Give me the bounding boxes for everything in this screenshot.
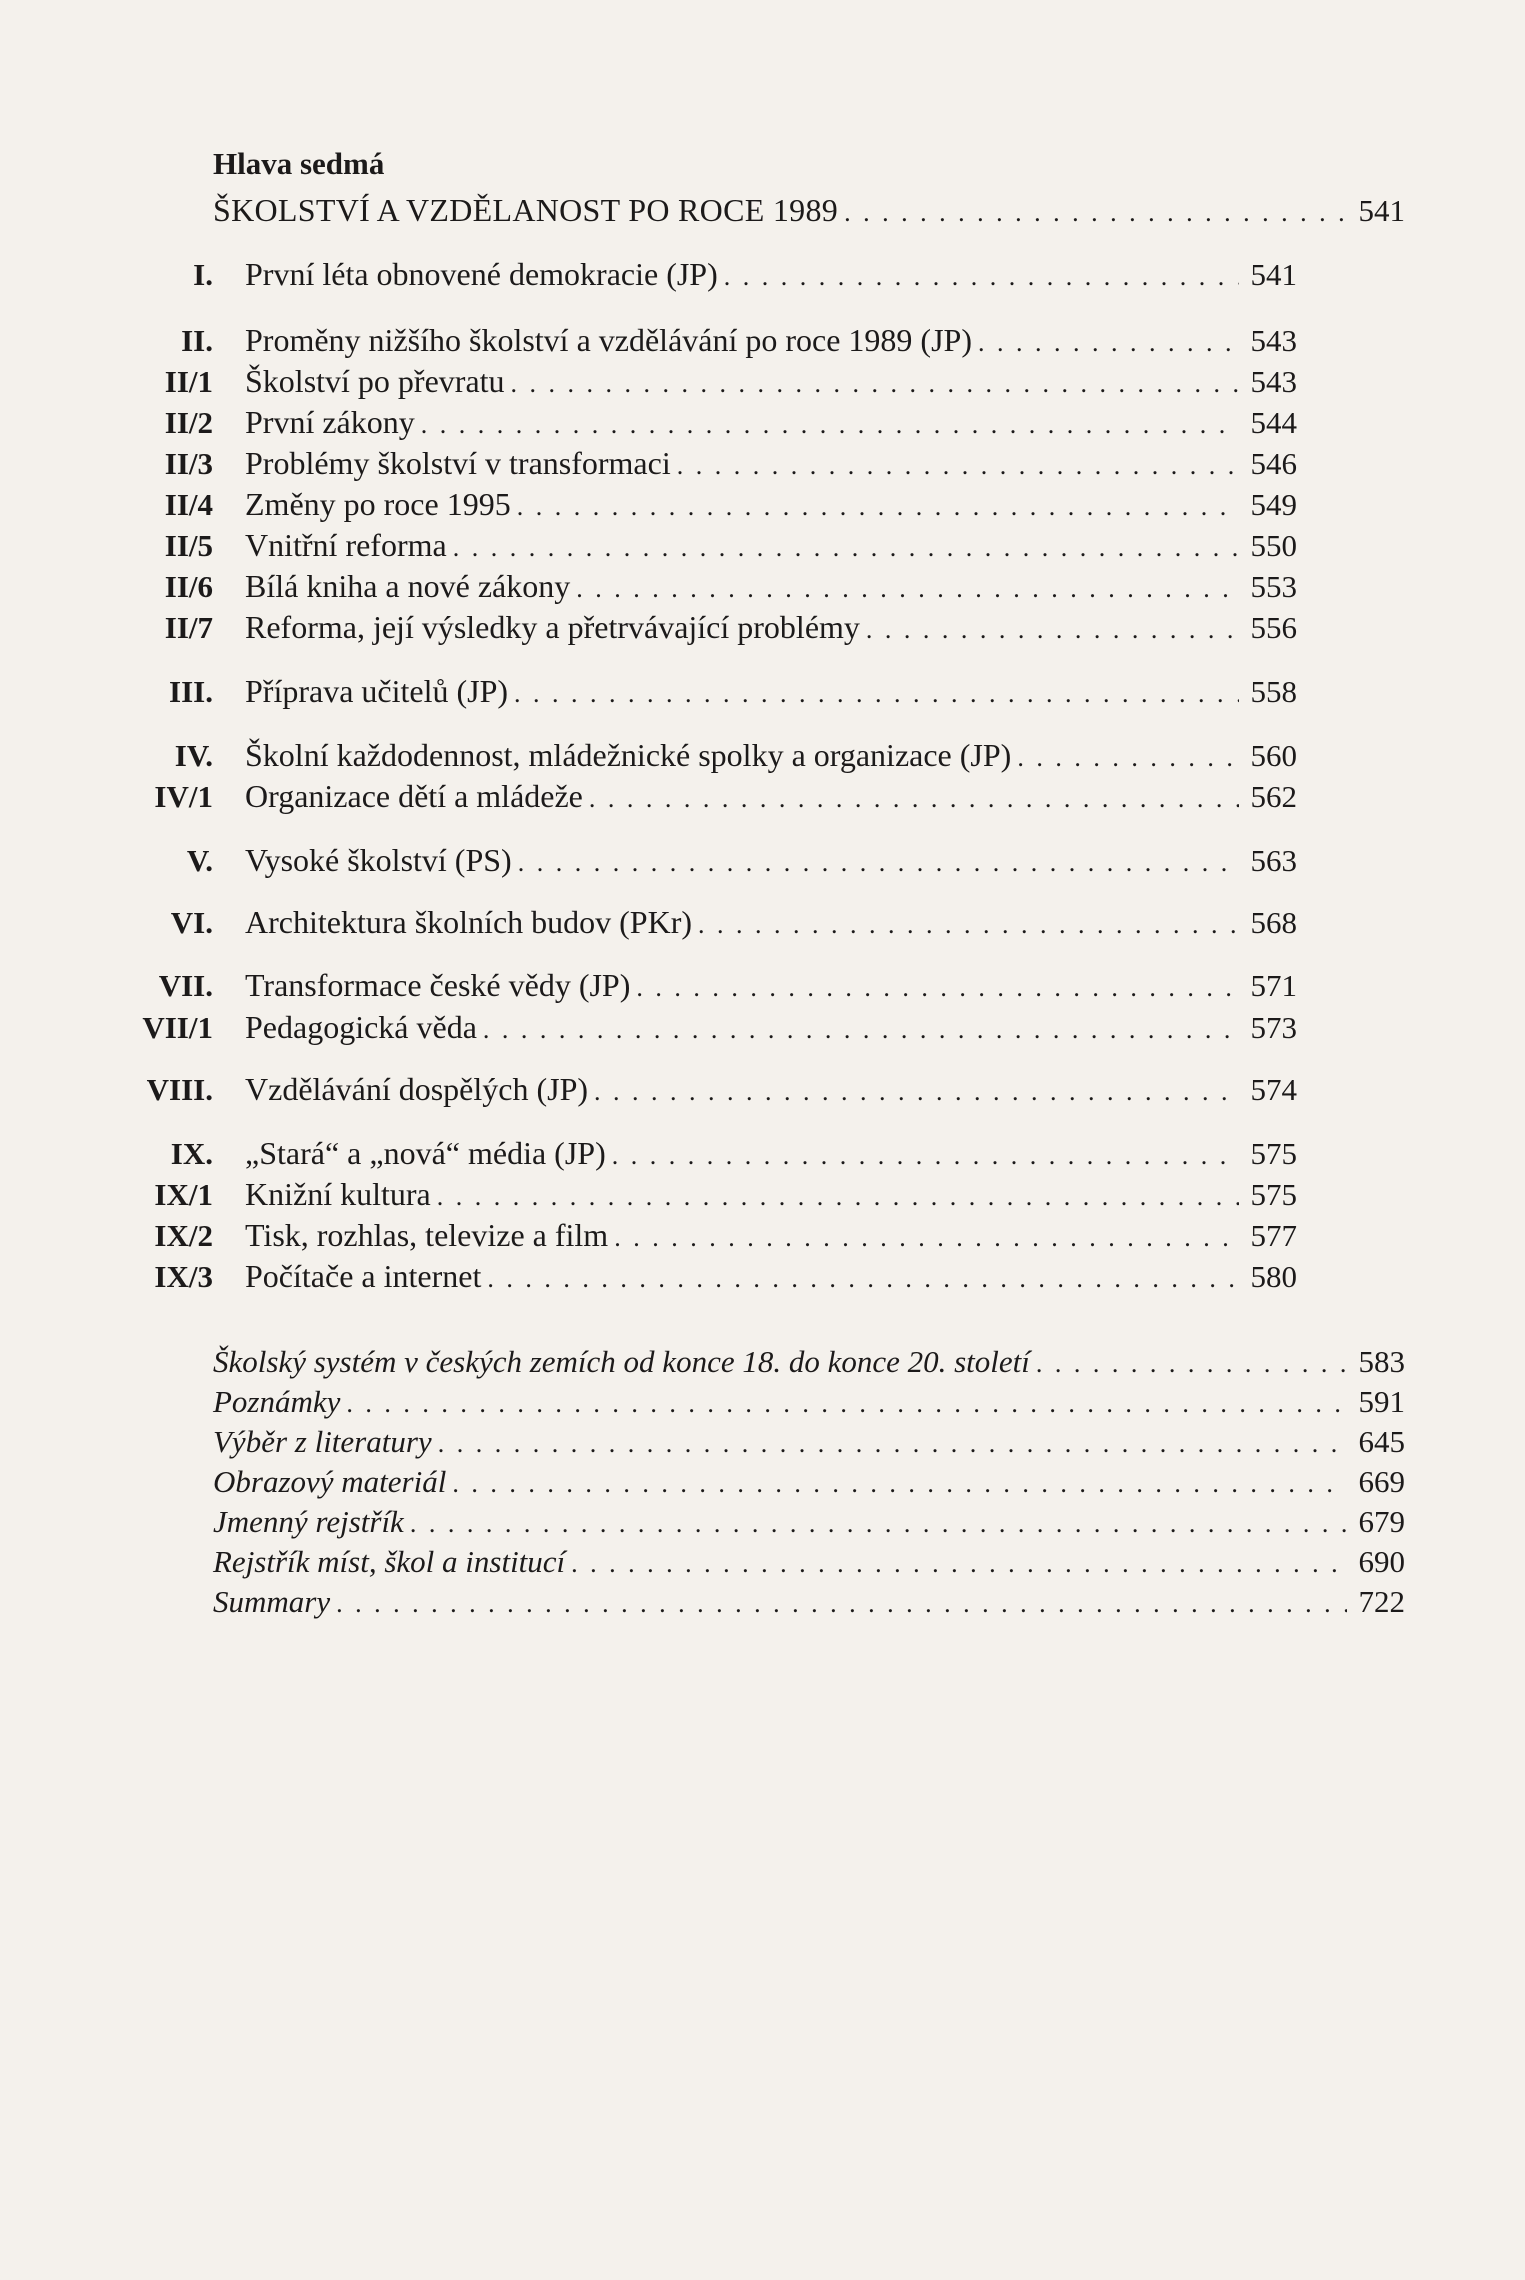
toc-entry-page: 568 [1250,905,1297,940]
dot-leader [483,1010,1239,1050]
toc-entry-number: II/5 [164,528,213,563]
toc-entry [105,671,1297,711]
toc-entry-page: 549 [1250,487,1297,522]
dot-leader [866,610,1239,650]
toc-entry-number: IX. [170,1136,213,1171]
toc-entry-number: II/1 [164,364,213,399]
toc-entry-page: 574 [1250,1072,1297,1107]
toc-entry-page: 562 [1250,779,1297,814]
toc-entry-page: 580 [1250,1259,1297,1294]
toc-entry-number: V. [186,843,213,878]
dot-leader [1036,1344,1347,1384]
toc-entry [105,1256,1297,1296]
toc-entry-title: Tisk, rozhlas, televize a film [245,1217,609,1253]
dot-leader [576,569,1239,609]
toc-entry-title: Poznámky [213,1384,341,1419]
toc-main-entry [213,190,1405,230]
toc-entry-title: ŠKOLSTVÍ A VZDĚLANOST PO ROCE 1989 [213,192,839,228]
dot-leader [844,193,1347,233]
toc-entry-title: První léta obnovené demokracie (JP) [245,256,718,292]
toc-entry-title: Proměny nižšího školství a vzdělávání po roce 1989 (JP) [245,322,972,358]
toc-entry [105,840,1297,880]
toc-entry-title: Počítače a internet [245,1258,482,1294]
toc-entry-number: I. [193,257,213,292]
toc-entry [105,320,1297,360]
toc-entry-page: 563 [1250,843,1297,878]
toc-entry-title: Pedagogická věda [245,1009,477,1045]
toc-entry-page: 546 [1250,446,1297,481]
toc-entry-page: 645 [1358,1424,1405,1459]
toc-entry [105,735,1297,775]
toc-entry-number: IV. [174,738,213,773]
toc-entry [105,361,1297,401]
toc-entry-number: II/6 [164,569,213,604]
dot-leader [437,1177,1239,1217]
toc-entry-title: Obrazový materiál [213,1464,447,1499]
toc-entry-page: 591 [1358,1384,1405,1419]
dot-leader [589,779,1239,819]
toc-entry-number: IV/1 [154,779,213,814]
dot-leader [410,1504,1347,1544]
toc-entry [105,1007,1297,1047]
toc-entry-number: II/7 [164,610,213,645]
toc-entry-title: Příprava učitelů (JP) [245,673,509,709]
dot-leader [453,528,1239,568]
toc-entry-page: 577 [1250,1218,1297,1253]
toc-entry-title: Reforma, její výsledky a přetrvávající problémy [245,609,860,645]
toc-entry-page: 722 [1358,1584,1405,1619]
toc-entry [105,1174,1297,1214]
dot-leader [487,1259,1239,1299]
dot-leader [517,487,1239,527]
dot-leader [514,674,1239,714]
toc-entry [105,607,1297,647]
dot-leader [452,1464,1347,1504]
toc-appendix-entry [213,1502,1405,1542]
dot-leader [636,968,1239,1008]
dot-leader [518,843,1239,883]
dot-leader [438,1424,1347,1464]
dot-leader [698,905,1239,945]
toc-entry-page: 573 [1250,1010,1297,1045]
toc-entry-title: Transformace české vědy (JP) [245,967,631,1003]
toc-entry [105,1069,1297,1109]
dot-leader [612,1136,1239,1176]
toc-entry-number: VI. [170,905,213,940]
dot-leader [614,1218,1239,1258]
toc-entry-title: Výběr z literatury [213,1424,432,1459]
toc-entry-title: „Stará“ a „nová“ média (JP) [245,1135,606,1171]
toc-appendix-entry [213,1382,1405,1422]
toc-entry [105,566,1297,606]
toc-entry-page: 543 [1250,364,1297,399]
toc-entry-number: II/3 [164,446,213,481]
toc-entry [105,902,1297,942]
toc-entry-number: IX/2 [154,1218,213,1253]
dot-leader [336,1584,1347,1624]
toc-entry-title: Jmenný rejstřík [213,1504,404,1539]
toc-entry-page: 560 [1250,738,1297,773]
toc-entry-number: II. [181,323,213,358]
toc-entry-number: IX/1 [154,1177,213,1212]
toc-entry-number: IX/3 [154,1259,213,1294]
toc-entry [105,254,1297,294]
toc-entry-number: II/2 [164,405,213,440]
toc-entry-page: 544 [1250,405,1297,440]
toc-entry-title: Rejstřík míst, škol a institucí [213,1544,566,1579]
toc-entry [105,443,1297,483]
toc-entry-title: Školský systém v českých zemích od konce 18. do konce 20. století [213,1344,1030,1379]
toc-entry-number: III. [169,674,213,709]
toc-entry-title: První zákony [245,404,415,440]
dot-leader [677,446,1239,486]
toc-entry-title: Školství po převratu [245,363,505,399]
toc-entry-title: Vzdělávání dospělých (JP) [245,1071,589,1107]
toc-entry-page: 553 [1250,569,1297,604]
dot-leader [421,405,1239,445]
toc-entry-page: 543 [1250,323,1297,358]
toc-entry-page: 690 [1358,1544,1405,1579]
toc-appendix-entry [213,1542,1405,1582]
dot-leader [346,1384,1347,1424]
toc-entry-title: Architektura školních budov (PKr) [245,904,693,940]
toc-entry-page: 571 [1250,968,1297,1003]
toc-appendix-entry [213,1462,1405,1502]
toc-entry-page: 541 [1250,257,1297,292]
dot-leader [594,1072,1239,1112]
toc-entry-title: Problémy školství v transformaci [245,445,671,481]
dot-leader [571,1544,1347,1584]
toc-appendix-entry [213,1422,1405,1462]
toc-entry-page: 583 [1358,1344,1405,1379]
toc-entry-title: Školní každodennost, mládežnické spolky a organizace (JP) [245,737,1012,773]
toc-entry-page: 669 [1358,1464,1405,1499]
toc-entry [105,1215,1297,1255]
toc-entry-title: Bílá kniha a nové zákony [245,568,571,604]
toc-entry [105,776,1297,816]
toc-entry-number: VII. [158,968,213,1003]
toc-entry-number: VII/1 [142,1010,213,1045]
toc-entry-page: 575 [1250,1177,1297,1212]
toc-entry [105,484,1297,524]
chapter-label: Hlava sedmá [213,146,385,181]
dot-leader [978,323,1239,363]
toc-appendix-entry [213,1342,1405,1382]
dot-leader [511,364,1239,404]
toc-appendix-entry [213,1582,1405,1622]
toc-entry-title: Organizace dětí a mládeže [245,778,583,814]
toc-entry [105,402,1297,442]
toc-entry-page: 556 [1250,610,1297,645]
toc-entry-title: Vysoké školství (PS) [245,842,512,878]
toc-entry-title: Vnitřní reforma [245,527,447,563]
toc-entry-title: Knižní kultura [245,1176,431,1212]
toc-entry-title: Summary [213,1584,331,1619]
toc-entry-page: 679 [1358,1504,1405,1539]
toc-entry-page: 550 [1250,528,1297,563]
toc-entry-title: Změny po roce 1995 [245,486,511,522]
toc-entry [105,525,1297,565]
dot-leader [724,257,1239,297]
toc-entry [105,965,1297,1005]
toc-entry-number: VIII. [146,1072,213,1107]
toc-entry [105,1133,1297,1173]
dot-leader [1017,738,1239,778]
toc-entry-page: 558 [1250,674,1297,709]
toc-entry-page: 575 [1250,1136,1297,1171]
toc-entry-page: 541 [1358,193,1405,228]
toc-entry-number: II/4 [164,487,213,522]
